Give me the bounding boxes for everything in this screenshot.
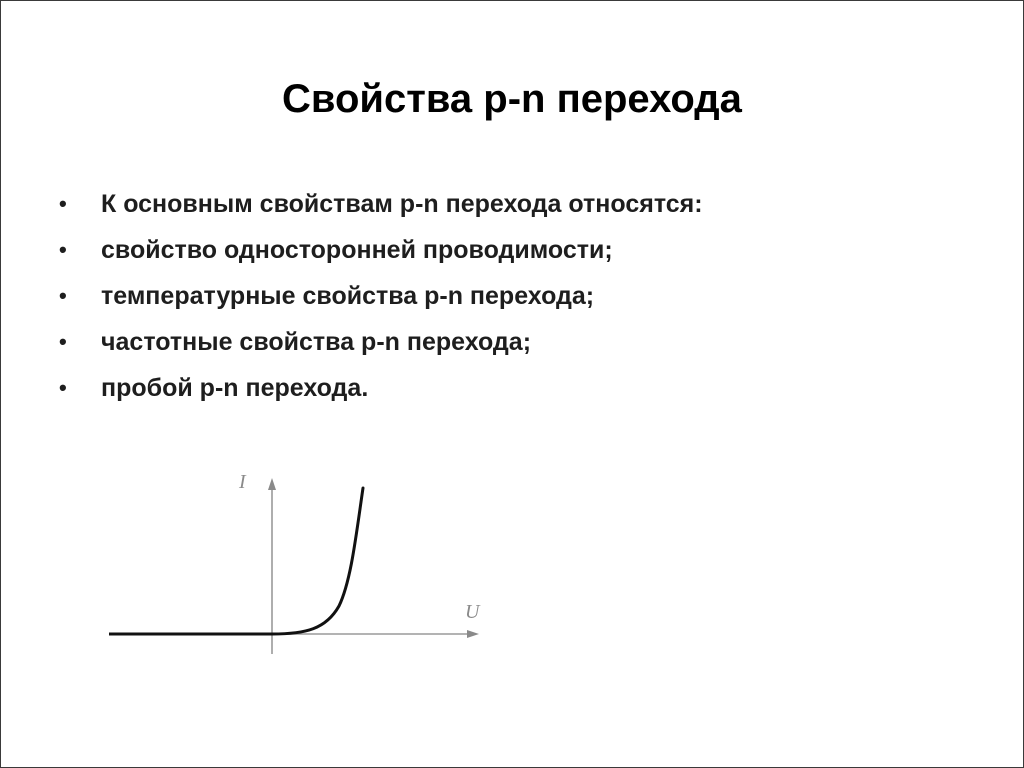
bullet-item (59, 273, 703, 319)
forward-bias-curve (272, 488, 363, 634)
bullet-item (59, 181, 703, 227)
x-axis-label: U (465, 601, 480, 623)
bullet-item (59, 319, 703, 365)
bullet-text: свойство односторонней проводимости; (101, 236, 613, 264)
bullet-text: пробой p-n перехода. (101, 374, 369, 402)
iv-characteristic-graph (101, 456, 501, 666)
bullet-dot-icon: • (59, 375, 67, 400)
x-axis-arrow-icon (467, 630, 479, 638)
bullet-dot-icon: • (59, 283, 67, 308)
slide-title: Свойства p-n перехода (282, 77, 742, 121)
bullet-dot-icon: • (59, 329, 67, 354)
bullet-text: К основным свойствам p-n перехода относятся: (101, 190, 703, 218)
bullet-dot-icon: • (59, 237, 67, 262)
bullet-text: температурные свойства p-n перехода; (101, 282, 595, 310)
bullet-item (59, 227, 703, 273)
bullet-item (59, 365, 703, 411)
y-axis-arrow-icon (268, 478, 276, 490)
bullet-text: частотные свойства p-n перехода; (101, 328, 532, 356)
y-axis-label: I (239, 471, 246, 493)
bullet-list (59, 181, 703, 411)
bullet-dot-icon: • (59, 191, 67, 216)
